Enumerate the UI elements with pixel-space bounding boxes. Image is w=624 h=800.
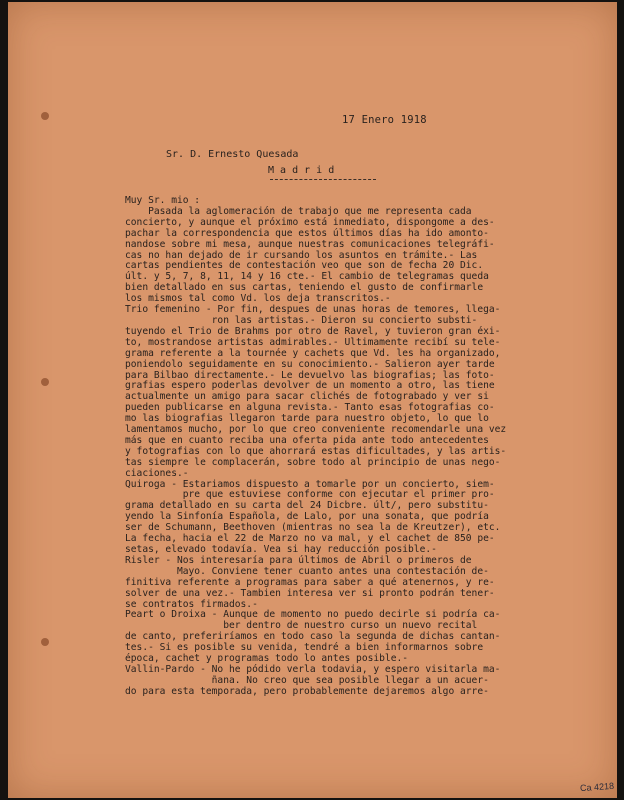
text-line: ber dentro de nuestro curso un nuevo recital bbox=[125, 620, 478, 632]
text-line: to, mostrandose artistas admirables.- Ultimamente recibí su tele- bbox=[125, 336, 501, 348]
punch-hole bbox=[41, 638, 49, 646]
text-line: ñana. No creo que sea posible llegar a un acuer- bbox=[125, 674, 489, 686]
text-line: pueden publicarse en alguna revista.- Tanto esas fotografias co- bbox=[125, 402, 495, 414]
address-rule bbox=[270, 179, 376, 180]
text-line: más que en cuanto reciba una oferta pida ante todo antecedentes bbox=[125, 434, 489, 446]
text-line: Mayo. Conviene tener cuanto antes una contestación de- bbox=[125, 565, 489, 577]
text-line: ciaciones.- bbox=[125, 467, 189, 479]
text-line: tes.- Si es posible su venida, tendré a bien informarnos sobre bbox=[125, 642, 484, 654]
text-line: grafias espero poderlas devolver de un momento a otro, las tiene bbox=[125, 380, 495, 392]
text-line: tuyendo el Trio de Brahms por otro de Ravel, y tuvieron gran éxi- bbox=[125, 325, 501, 337]
text-line: poniendolo seguidamente en su conocimiento.- Salieron ayer tarde bbox=[125, 358, 495, 370]
text-line: grama referente a la tournée y cachets que Vd. les ha organizado, bbox=[125, 347, 501, 359]
archive-stamp: Ca 4218 bbox=[579, 780, 615, 794]
letter-date: 17 Enero 1918 bbox=[342, 114, 427, 126]
text-line: La fecha, hacia el 22 de Marzo no va mal, y el cachet de 850 pe- bbox=[125, 533, 495, 545]
text-line: cas no han dejado de ir cursando los asuntos en trámite.- Las bbox=[125, 249, 478, 261]
recipient-city: M a d r i d bbox=[268, 165, 335, 176]
text-line: tas siempre le complacerán, sobre todo al principio de unas nego- bbox=[125, 456, 501, 468]
text-line: actualmente un amigo para sacar clichés de fotograbado y ver si bbox=[125, 391, 489, 403]
text-line: pre que estuviese conforme con ejecutar el primer pro- bbox=[125, 489, 495, 501]
text-line: bien detallado en sus cartas, teniendo el gusto de confirmarle bbox=[125, 282, 484, 294]
body-lines bbox=[125, 207, 595, 698]
text-line: yendo la Sinfonía Española, de Lalo, por una sonata, que podría bbox=[125, 511, 489, 523]
text-line: época, cachet y programas todo lo antes posible.- bbox=[125, 653, 409, 665]
text-line: para Bilbao directamente.- Le devuelvo las biografias; las foto- bbox=[125, 369, 495, 381]
text-line: solver de una vez.- Tambien interesa ver si pronto podrán tener- bbox=[125, 587, 495, 599]
text-line: ser de Schumann, Beethoven (mientras no sea la de Kreutzer), etc. bbox=[125, 522, 501, 534]
text-line: Risler - Nos interesaría para últimos de Abril o primeros de bbox=[125, 554, 472, 566]
text-line: finitiva referente a programas para saber a qué atenernos, y re- bbox=[125, 576, 495, 588]
letter-body bbox=[125, 196, 595, 698]
text-line: Quiroga - Estariamos dispuesto a tomarle por un concierto, siem- bbox=[125, 478, 495, 490]
text-line: mo las biografias llegaron tarde para nuestro objeto, lo que lo bbox=[125, 413, 489, 425]
text-line: los mismos tal como Vd. los deja transcritos.- bbox=[125, 293, 391, 305]
text-line: grama detallado en su carta del 24 Dicbre. últ/, pero substitu- bbox=[125, 500, 489, 512]
text-line: nandose sobre mi mesa, aunque nuestras comunicaciones telegráfi- bbox=[125, 238, 495, 250]
text-line: Peart o Droixa - Aunque de momento no puedo decirle si podría ca- bbox=[125, 609, 501, 621]
salutation: Muy Sr. mio : bbox=[125, 195, 201, 206]
text-line: concierto, y aunque el próximo está inmediato, dispongome a des- bbox=[125, 216, 495, 228]
punch-hole bbox=[41, 112, 49, 120]
text-line: do para esta temporada, pero probablemente dejaremos algo arre- bbox=[125, 685, 489, 697]
text-line: Vallin-Pardo - No he pódido verla todavia, y espero visitarla ma- bbox=[125, 663, 501, 675]
recipient-name: Sr. D. Ernesto Quesada bbox=[166, 149, 299, 160]
text-line: de canto, preferiríamos en todo caso la segunda de dichas cantan- bbox=[125, 631, 501, 643]
text-line: se contratos firmados.- bbox=[125, 598, 258, 610]
text-line: setas, elevado todavía. Vea si hay reducción posible.- bbox=[125, 544, 437, 555]
text-line: lamentamos mucho, por lo que creo conveniente recomendarle una vez bbox=[125, 424, 507, 436]
punch-hole bbox=[41, 378, 49, 386]
text-line: Trio femenino - Por fin, despues de unas horas de temores, llega- bbox=[125, 304, 501, 316]
text-line: cartas pendientes de contestación veo que son de fecha 20 Dic. bbox=[125, 260, 484, 272]
text-line: Pasada la aglomeración de trabajo que me representa cada bbox=[125, 205, 472, 217]
text-line: pachar la correspondencia que estos últimos días ha ido amonto- bbox=[125, 227, 489, 239]
text-line: y fotografias con lo que ahorrará estas dificultades, y las artis- bbox=[125, 445, 507, 457]
text-line: ron las artistas.- Dieron su concierto substi- bbox=[125, 314, 478, 326]
text-line: últ. y 5, 7, 8, 11, 14 y 16 cte.- El cambio de telegramas queda bbox=[125, 271, 489, 283]
